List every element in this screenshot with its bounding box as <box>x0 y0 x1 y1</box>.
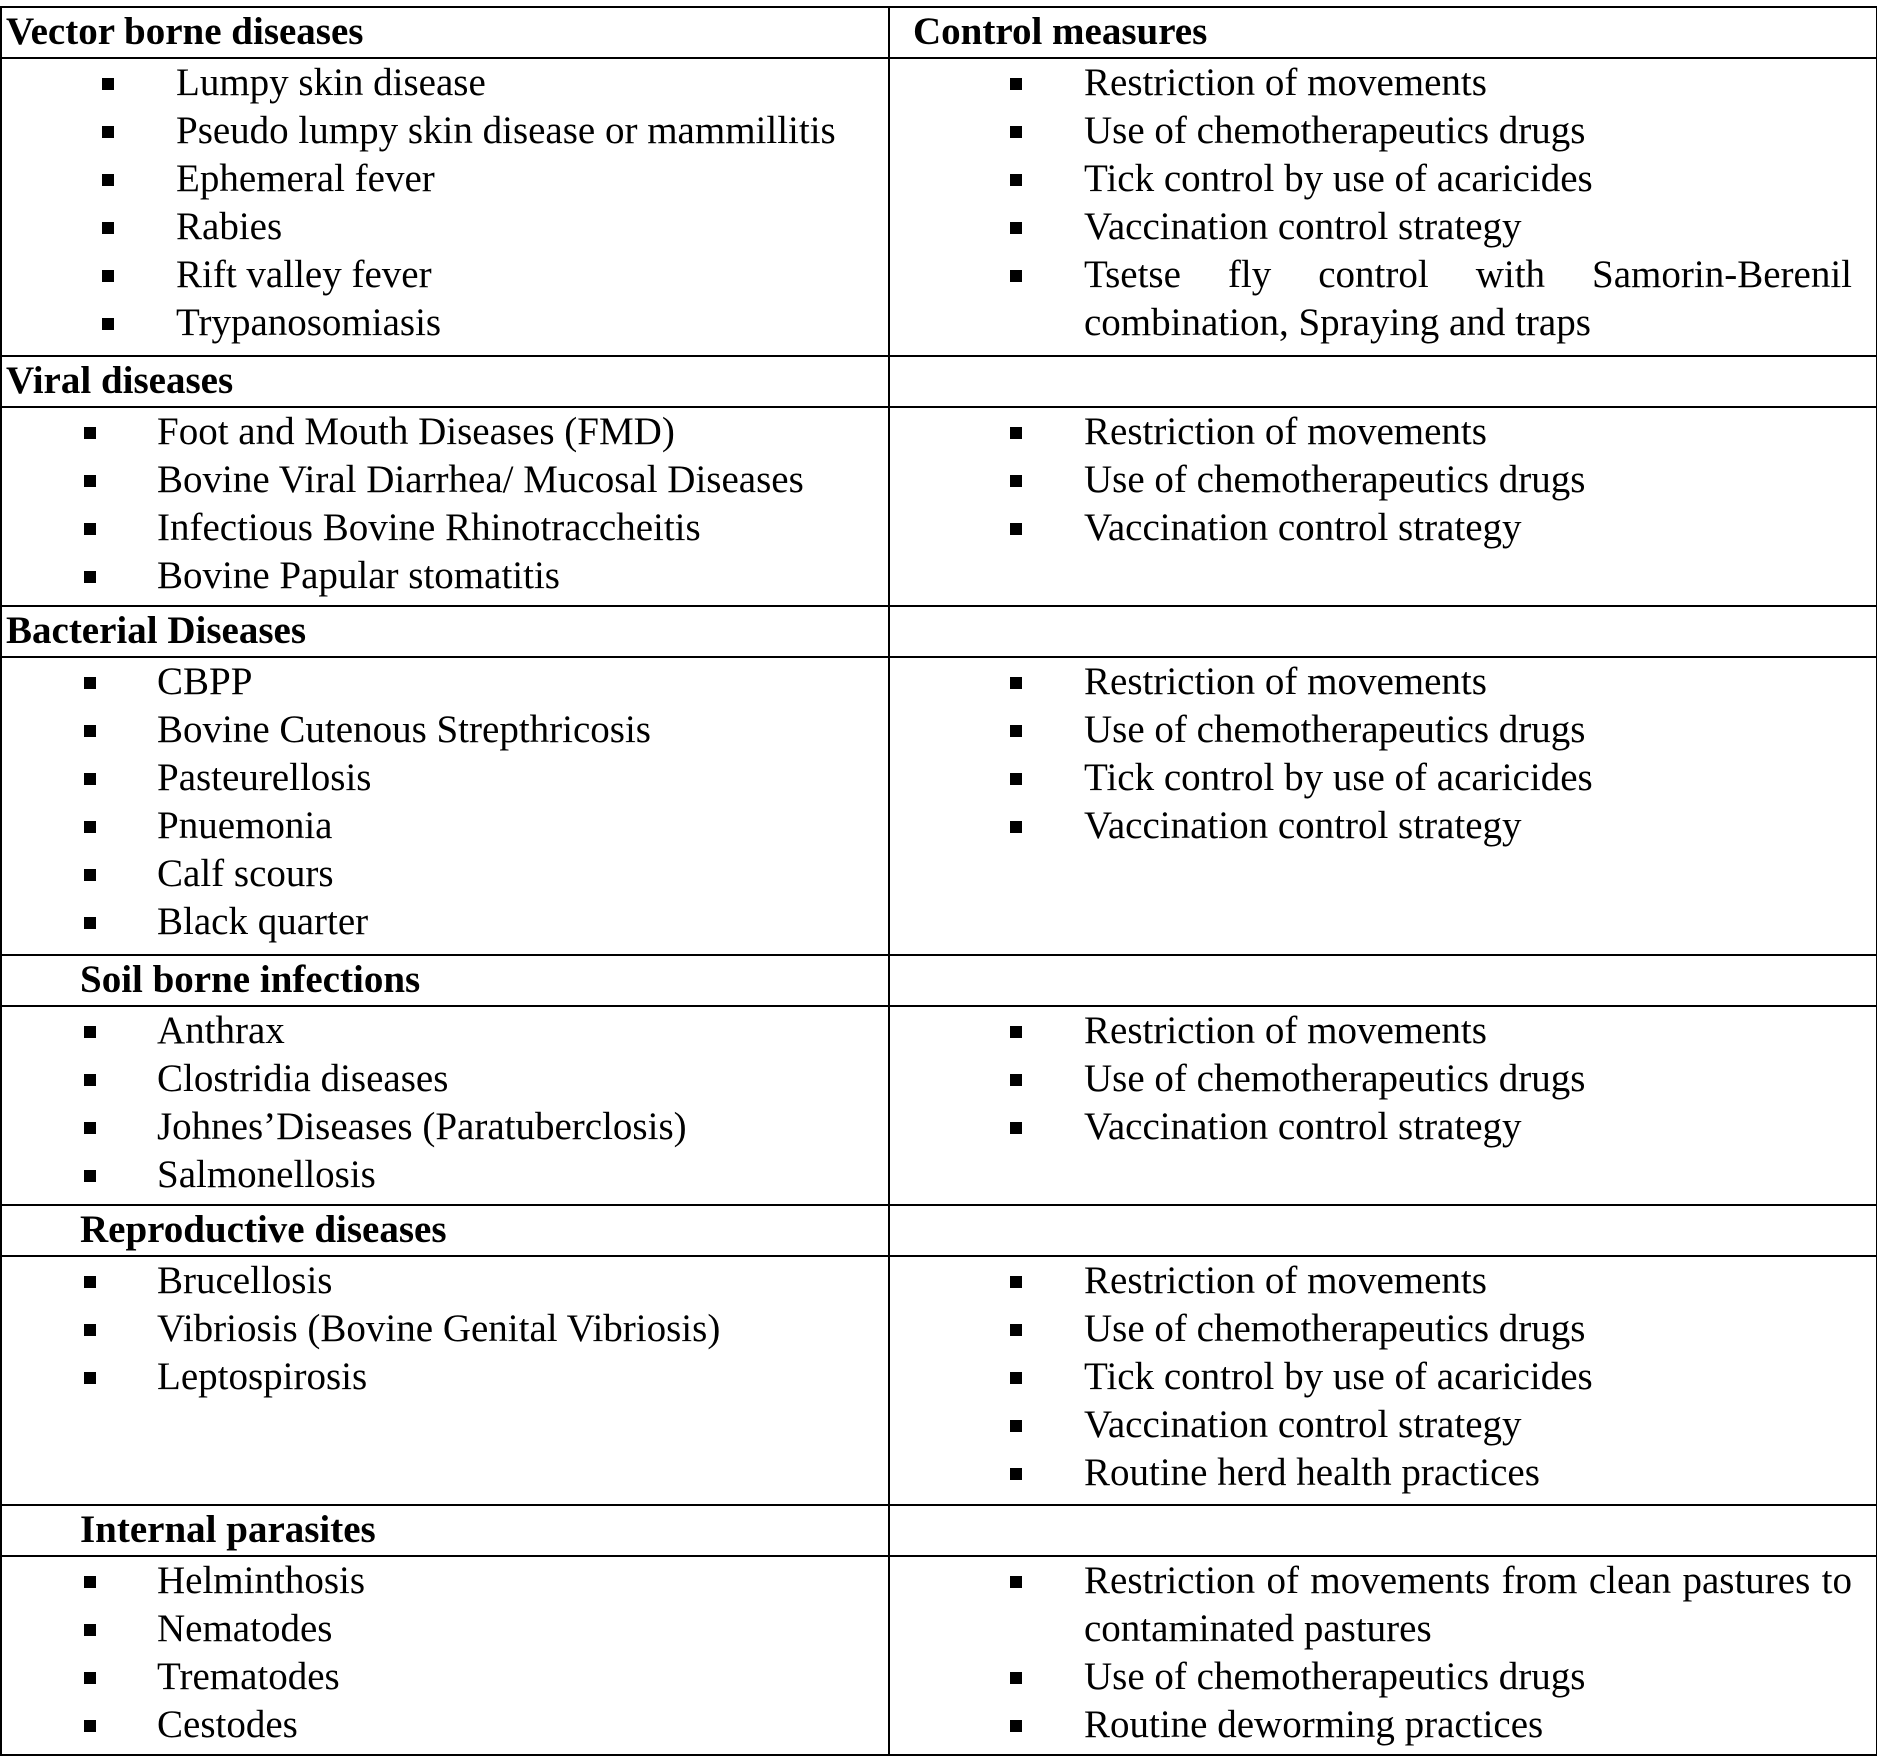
list-item: Routine deworming practices <box>890 1701 1876 1749</box>
disease-list-cell <box>1 657 889 954</box>
list-item: Calf scours <box>2 850 888 898</box>
section-title-cell <box>1 356 889 407</box>
list-item: Use of chemotherapeutics drugs <box>890 706 1876 754</box>
section-header-row <box>1 955 1877 1006</box>
empty-cell <box>889 955 1877 1006</box>
list-item: Vaccination control strategy <box>890 203 1876 251</box>
list-item: CBPP <box>2 658 888 706</box>
list-item: Vaccination control strategy <box>890 1401 1876 1449</box>
list-item: Use of chemotherapeutics drugs <box>890 1305 1876 1353</box>
disease-list-cell <box>1 407 889 606</box>
table-row <box>1 1006 1877 1205</box>
disease-list-reproductive <box>2 1257 888 1401</box>
measures-list-vector-borne <box>890 59 1876 347</box>
table-header-row <box>1 7 1877 58</box>
list-item: Rift valley fever <box>2 251 888 299</box>
list-item: Black quarter <box>2 898 888 946</box>
table-row <box>1 1256 1877 1504</box>
list-item: Helminthosis <box>2 1557 888 1605</box>
empty-cell <box>889 1505 1877 1556</box>
list-item: Bovine Cutenous Strepthricosis <box>2 706 888 754</box>
list-item: Leptospirosis <box>2 1353 888 1401</box>
list-item: Pseudo lumpy skin disease or mammillitis <box>2 107 888 155</box>
list-item: Tick control by use of acaricides <box>890 754 1876 802</box>
list-item: Vibriosis (Bovine Genital Vibriosis) <box>2 1305 888 1353</box>
list-item: Nematodes <box>2 1605 888 1653</box>
list-item: Use of chemotherapeutics drugs <box>890 107 1876 155</box>
table-row <box>1 58 1877 355</box>
list-item: Rabies <box>2 203 888 251</box>
table-row <box>1 407 1877 606</box>
measures-list-bacterial <box>890 658 1876 850</box>
list-item: Restriction of movements <box>890 658 1876 706</box>
measures-list-cell <box>889 1006 1877 1205</box>
measures-list-reproductive <box>890 1257 1876 1497</box>
list-item: Pnuemonia <box>2 802 888 850</box>
section-title-soil-borne-infections: Soil borne infections <box>80 957 421 1001</box>
disease-list-viral <box>2 408 888 600</box>
list-item: Restriction of movements <box>890 59 1876 107</box>
section-title-bacterial-diseases: Bacterial Diseases <box>6 609 307 653</box>
table-row <box>1 1556 1877 1755</box>
section-title-internal-parasites: Internal parasites <box>80 1507 376 1551</box>
empty-cell <box>889 606 1877 657</box>
column-header-control-measures: Control measures <box>913 10 1208 53</box>
list-item: Use of chemotherapeutics drugs <box>890 1055 1876 1103</box>
disease-list-cell <box>1 1256 889 1504</box>
column-header-vector-borne-diseases: Vector borne diseases <box>6 10 364 53</box>
list-item: Pasteurellosis <box>2 754 888 802</box>
list-item: Restriction of movements <box>890 1257 1876 1305</box>
section-title-cell <box>1 1205 889 1256</box>
measures-list-soil-borne <box>890 1007 1876 1151</box>
list-item: Bovine Papular stomatitis <box>2 552 888 600</box>
list-item: Vaccination control strategy <box>890 504 1876 552</box>
measures-list-viral <box>890 408 1876 552</box>
list-item: Lumpy skin disease <box>2 59 888 107</box>
disease-list-internal-parasites <box>2 1557 888 1749</box>
list-item: Bovine Viral Diarrhea/ Mucosal Diseases <box>2 456 888 504</box>
list-item: Vaccination control strategy <box>890 802 1876 850</box>
list-item: Restriction of movements <box>890 1007 1876 1055</box>
measures-list-cell <box>889 1256 1877 1504</box>
list-item: Cestodes <box>2 1701 888 1749</box>
list-item: Johnes’Diseases (Paratuberclosis) <box>2 1103 888 1151</box>
section-title-viral-diseases: Viral diseases <box>6 358 234 402</box>
list-item: Use of chemotherapeutics drugs <box>890 1653 1876 1701</box>
list-item: Salmonellosis <box>2 1151 888 1199</box>
list-item: Brucellosis <box>2 1257 888 1305</box>
list-item: Infectious Bovine Rhinotraccheitis <box>2 504 888 552</box>
disease-list-vector-borne <box>2 59 888 347</box>
header-cell-diseases <box>1 7 889 58</box>
list-item: Clostridia diseases <box>2 1055 888 1103</box>
measures-list-cell <box>889 1556 1877 1755</box>
list-item: Trematodes <box>2 1653 888 1701</box>
disease-control-table <box>0 6 1877 1756</box>
disease-list-bacterial <box>2 658 888 946</box>
section-title-reproductive-diseases: Reproductive diseases <box>80 1208 447 1252</box>
list-item: Ephemeral fever <box>2 155 888 203</box>
section-header-row <box>1 1505 1877 1556</box>
list-item: Tick control by use of acaricides <box>890 1353 1876 1401</box>
disease-list-soil-borne <box>2 1007 888 1199</box>
section-title-cell <box>1 606 889 657</box>
list-item: Foot and Mouth Diseases (FMD) <box>2 408 888 456</box>
list-item: Vaccination control strategy <box>890 1103 1876 1151</box>
list-item: Tsetse fly control with Samorin-Berenil combination, Spraying and traps <box>890 251 1876 347</box>
table-row <box>1 657 1877 954</box>
measures-list-cell <box>889 407 1877 606</box>
measures-list-cell <box>889 657 1877 954</box>
empty-cell <box>889 1205 1877 1256</box>
disease-list-cell <box>1 1556 889 1755</box>
section-title-cell <box>1 1505 889 1556</box>
section-header-row <box>1 606 1877 657</box>
list-item: Restriction of movements <box>890 408 1876 456</box>
list-item: Tick control by use of acaricides <box>890 155 1876 203</box>
disease-list-cell <box>1 1006 889 1205</box>
measures-list-cell <box>889 58 1877 355</box>
list-item: Trypanosomiasis <box>2 299 888 347</box>
empty-cell <box>889 356 1877 407</box>
measures-list-internal-parasites <box>890 1557 1876 1749</box>
list-item: Routine herd health practices <box>890 1449 1876 1497</box>
disease-list-cell <box>1 58 889 355</box>
list-item: Use of chemotherapeutics drugs <box>890 456 1876 504</box>
header-cell-control-measures <box>889 7 1877 58</box>
section-title-cell <box>1 955 889 1006</box>
section-header-row <box>1 356 1877 407</box>
list-item: Restriction of movements from clean pastures to contaminated pastures <box>890 1557 1876 1653</box>
list-item: Anthrax <box>2 1007 888 1055</box>
section-header-row <box>1 1205 1877 1256</box>
